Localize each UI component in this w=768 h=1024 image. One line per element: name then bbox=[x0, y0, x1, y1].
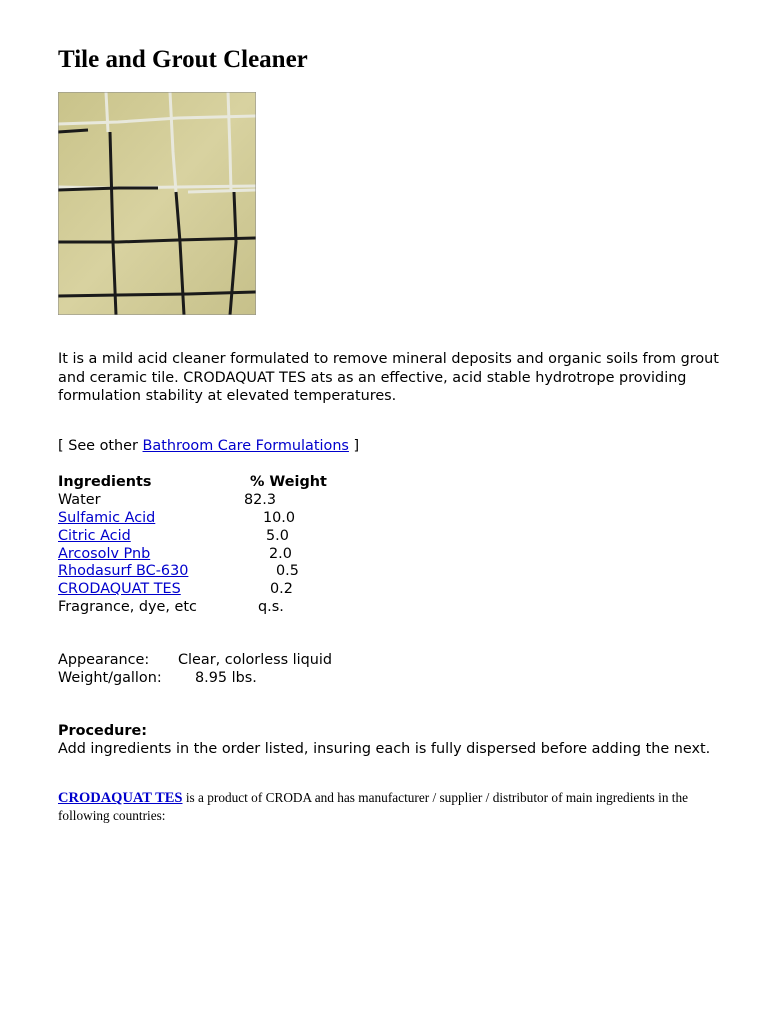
ingredient-weight: 10.0 bbox=[263, 510, 296, 526]
procedure-text: Add ingredients in the order listed, insuring each is fully dispersed before adding the next. bbox=[58, 741, 711, 757]
appearance-value: Clear, colorless liquid bbox=[178, 652, 333, 668]
ingredients-header: Ingredients bbox=[58, 474, 152, 490]
see-other-prefix: [ See other bbox=[58, 438, 143, 454]
procedure-heading: Procedure: bbox=[58, 723, 147, 739]
arcosolv-pnb-link[interactable]: Arcosolv Pnb bbox=[58, 546, 151, 562]
bathroom-care-link[interactable]: Bathroom Care Formulations bbox=[142, 438, 349, 454]
page-title: Tile and Grout Cleaner bbox=[58, 46, 308, 73]
rhodasurf-link[interactable]: Rhodasurf BC-630 bbox=[58, 563, 189, 579]
ingredient-name: Fragrance, dye, etc bbox=[58, 599, 197, 615]
weight-header: % Weight bbox=[250, 474, 327, 490]
ingredient-name: Water bbox=[58, 492, 101, 508]
ingredient-weight: 2.0 bbox=[269, 546, 292, 562]
ingredient-weight: q.s. bbox=[258, 599, 284, 615]
crodaquat-tes-footer-link[interactable]: CRODAQUAT TES bbox=[58, 790, 183, 806]
sulfamic-acid-link[interactable]: Sulfamic Acid bbox=[58, 510, 156, 526]
citric-acid-link[interactable]: Citric Acid bbox=[58, 528, 131, 544]
crodaquat-tes-link[interactable]: CRODAQUAT TES bbox=[58, 581, 181, 597]
footer-note bbox=[58, 789, 698, 825]
weight-gallon-value: 8.95 lbs. bbox=[195, 670, 257, 686]
ingredient-weight: 0.2 bbox=[270, 581, 293, 597]
ingredient-weight: 5.0 bbox=[266, 528, 289, 544]
tile-grout-photo bbox=[58, 92, 256, 315]
see-other-line bbox=[58, 437, 738, 456]
ingredient-weight: 0.5 bbox=[276, 563, 299, 579]
see-other-suffix: ] bbox=[348, 438, 360, 454]
ingredient-weight: 82.3 bbox=[244, 492, 277, 508]
weight-gallon-label: Weight/gallon: bbox=[58, 670, 162, 686]
footer-text: is a product of CRODA and has manufacturer / supplier / distributor of main ingredients in the following countries: bbox=[58, 790, 689, 823]
intro-paragraph: It is a mild acid cleaner formulated to remove mineral deposits and organic soils from grout and ceramic tile. CRODAQUAT TES ats as an effective, acid stable hydrotrope providing formulation stability at elevated temperatures. bbox=[58, 351, 719, 404]
appearance-label: Appearance: bbox=[58, 652, 150, 668]
